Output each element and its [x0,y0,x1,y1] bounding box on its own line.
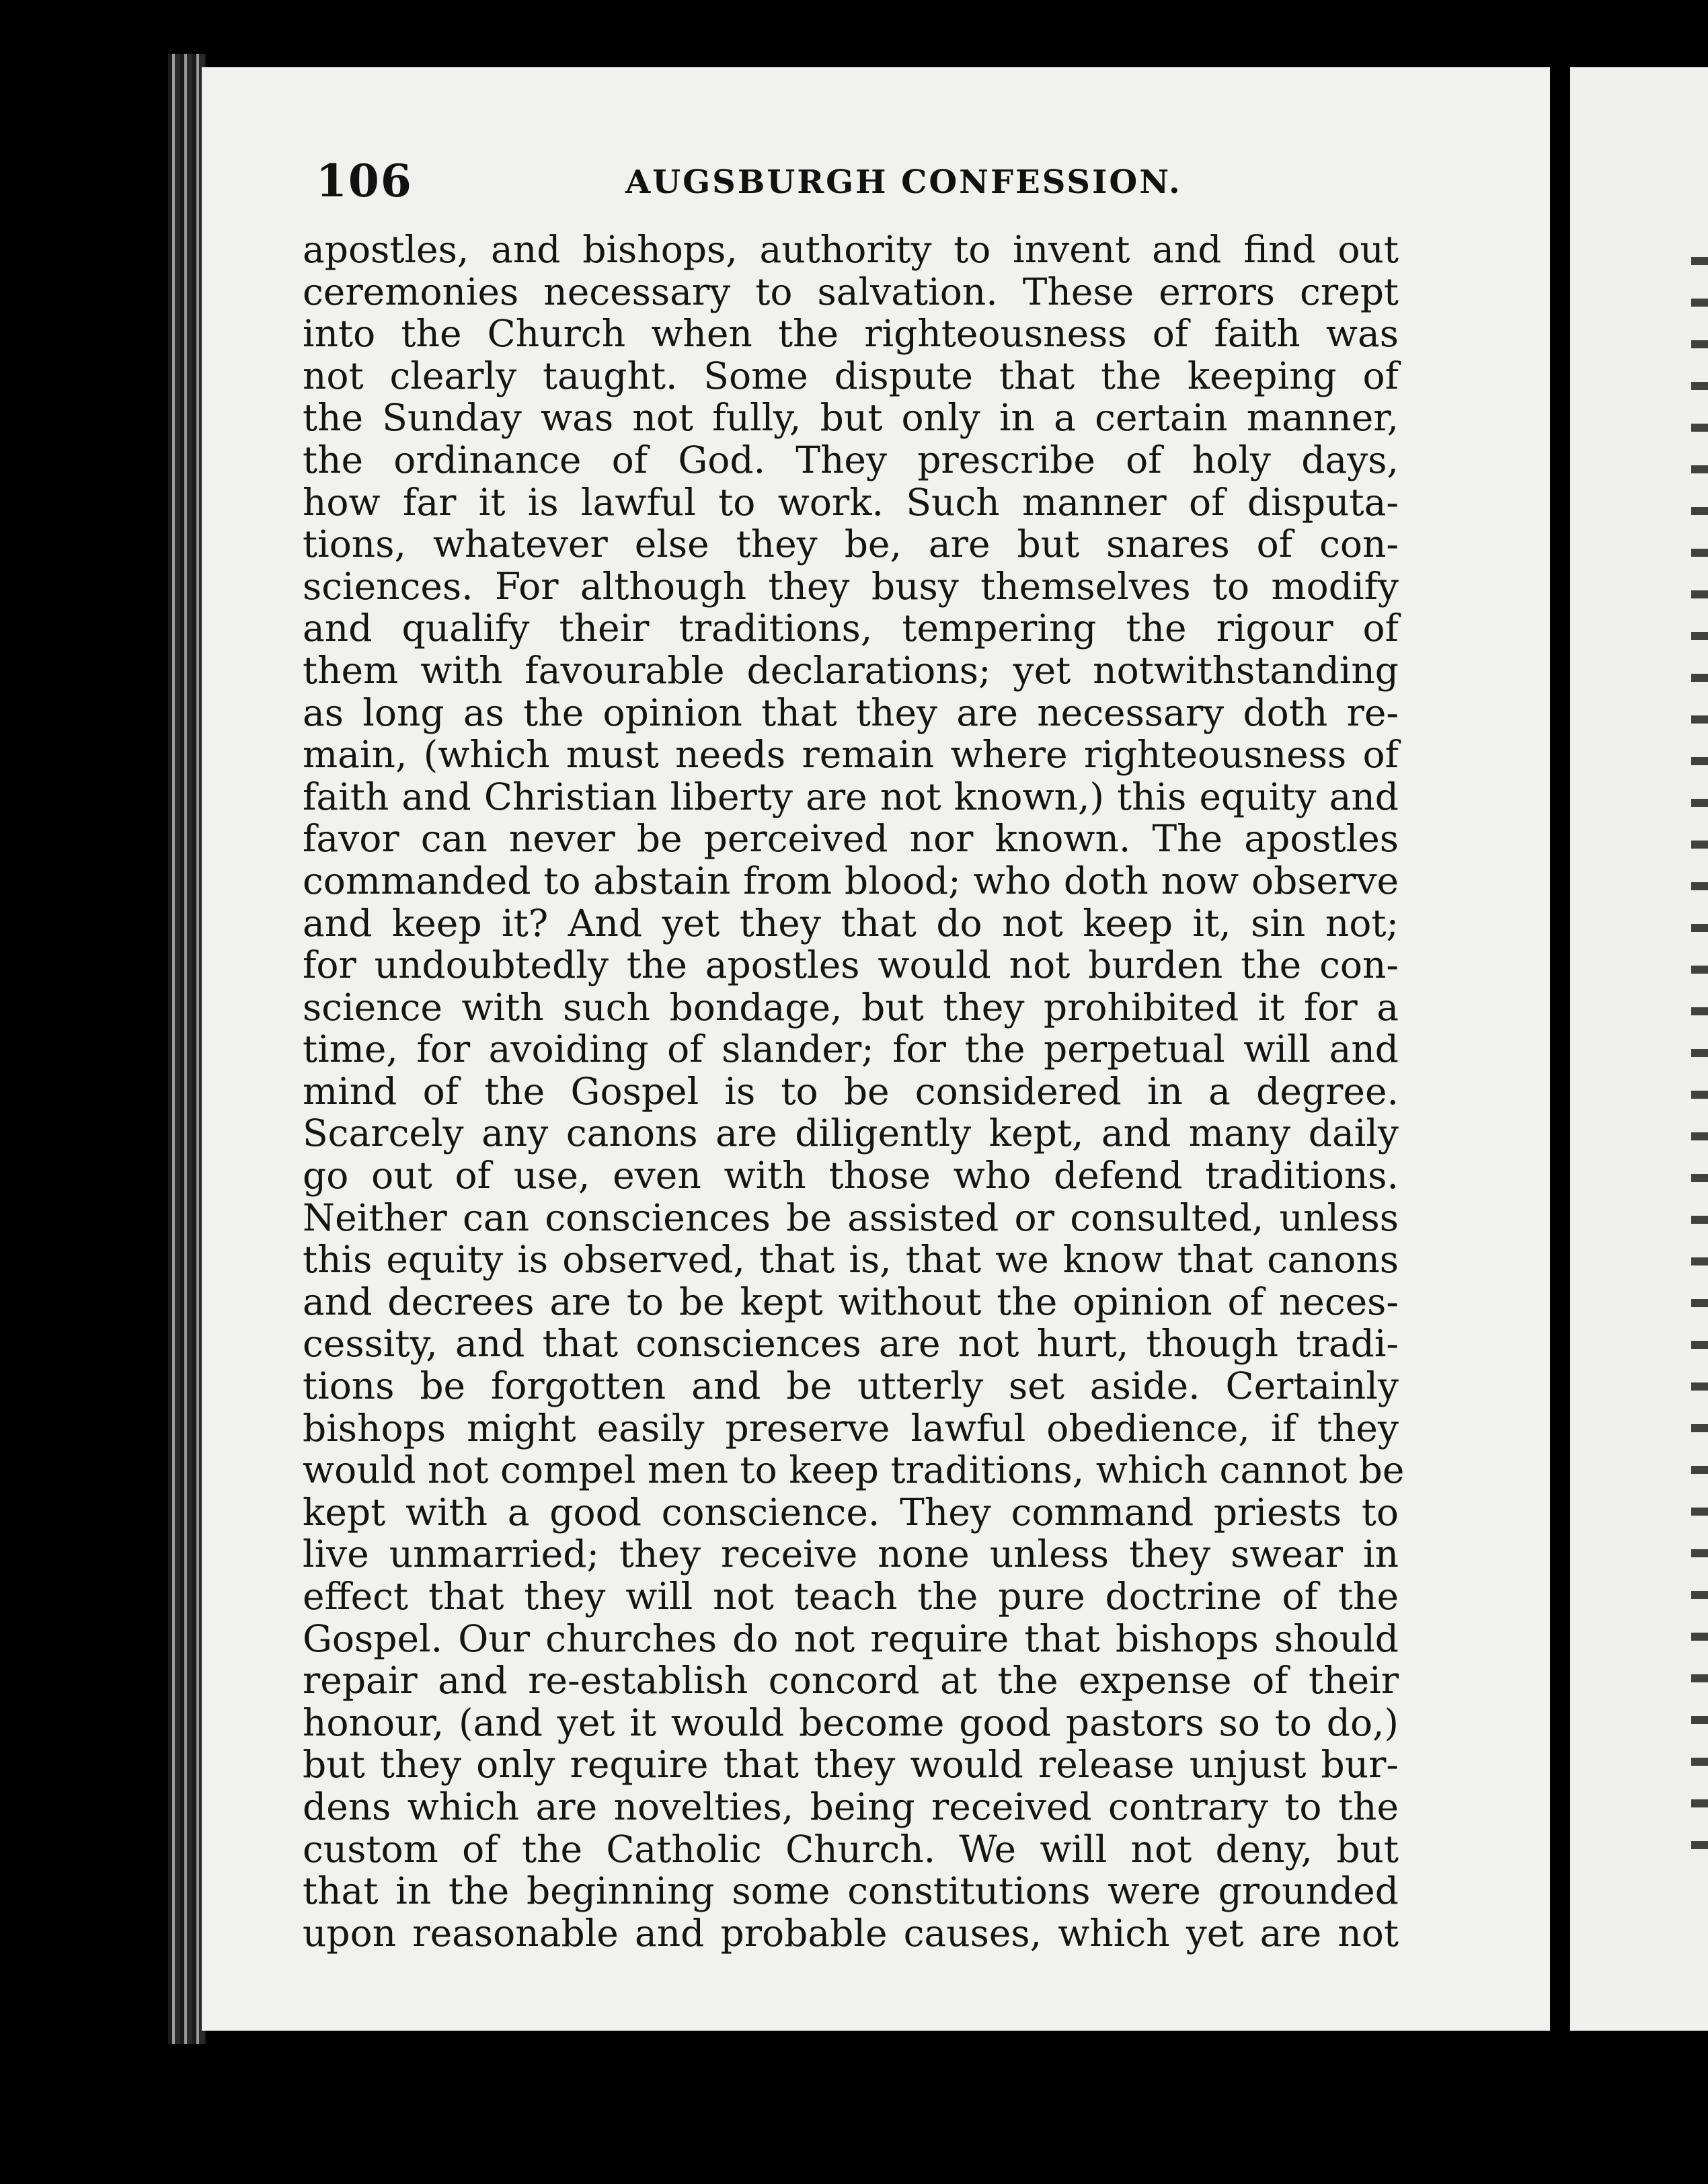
text-line: how far it is lawful to work. Such manner of disputa- [303,480,1399,524]
text-line: not clearly taught. Some dispute that the keeping of [303,354,1399,397]
text-line: that in the beginning some constitutions were grounded [303,1869,1399,1913]
text-line: the ordinance of God. They prescribe of holy days, [303,438,1399,481]
text-line: cessity, and that consciences are not hurt, though tradi- [303,1322,1399,1366]
text-line: and keep it? And yet they that do not keep it, sin not; [303,901,1399,945]
text-line: favor can never be perceived nor known. The apostles [303,817,1399,861]
text-line: and decrees are to be kept without the opinion of neces- [303,1280,1399,1323]
page-gutter-shadow [1550,67,1569,2031]
text-line: as long as the opinion that they are necessary doth re- [303,691,1399,734]
text-line: Gospel. Our churches do not require that bishops should [303,1616,1399,1660]
book-binding-edge [168,54,206,2044]
facing-page-edge [1570,67,1708,2031]
text-line: bishops might easily preserve lawful obedience, if they [303,1406,1399,1450]
text-line: but they only require that they would release unjust bur- [303,1743,1399,1787]
text-line: this equity is observed, that is, that we know that canons [303,1238,1399,1282]
text-line: science with such bondage, but they prohibited it for a [303,985,1399,1029]
text-line: custom of the Catholic Church. We will not deny, but [303,1827,1399,1871]
text-line: for undoubtedly the apostles would not burden the con- [303,943,1399,987]
page-header [316,145,1405,205]
text-line: would not compel men to keep traditions, which cannot be [303,1448,1405,1492]
text-line: effect that they will not teach the pure doctrine of the [303,1575,1399,1618]
text-line: sciences. For although they busy themselves to modify [303,564,1399,608]
text-line: into the Church when the righteousness of faith was [303,312,1399,356]
text-line: the Sunday was not fully, but only in a certain manner, [303,396,1399,440]
text-line: and qualify their traditions, tempering the rigour of [303,607,1399,650]
text-line: live unmarried; they receive none unless they swear in [303,1532,1399,1576]
text-line: apostles, and bishops, authority to invent and find out [303,228,1399,271]
text-line: repair and re-establish concord at the expense of their [303,1659,1399,1703]
text-line: time, for avoiding of slander; for the perpetual will and [303,1027,1399,1071]
running-title: AUGSBURGH CONFESSION. [625,163,1182,201]
page-number: 106 [316,155,413,207]
text-line: commanded to abstain from blood; who doth now observe [303,859,1399,902]
text-line: them with favourable declarations; yet notwithstanding [303,648,1399,692]
text-line: honour, (and yet it would become good pastors so to do,) [303,1701,1399,1744]
text-line: faith and Christian liberty are not known,) this equity and [303,775,1399,818]
text-line: go out of use, even with those who defend traditions. [303,1154,1399,1198]
text-line: tions be forgotten and be utterly set aside. Certainly [303,1364,1399,1408]
text-line: dens which are novelties, being received contrary to the [303,1785,1399,1828]
text-line: Scarcely any canons are diligently kept, and many daily [303,1112,1399,1155]
text-line: tions, whatever else they be, are but snares of con- [303,522,1399,566]
text-line: upon reasonable and probable causes, which yet are not [303,1911,1399,1955]
text-line: ceremonies necessary to salvation. These errors crept [303,270,1399,313]
text-line: main, (which must needs remain where righteousness of [303,733,1399,777]
text-line: kept with a good conscience. They command priests to [303,1490,1399,1534]
text-line: Neither can consciences be assisted or consulted, unless [303,1196,1399,1239]
body-text [303,228,1405,1955]
text-line: mind of the Gospel is to be considered in a degree. [303,1069,1399,1113]
facing-page-text-fragments [1691,235,1708,1849]
